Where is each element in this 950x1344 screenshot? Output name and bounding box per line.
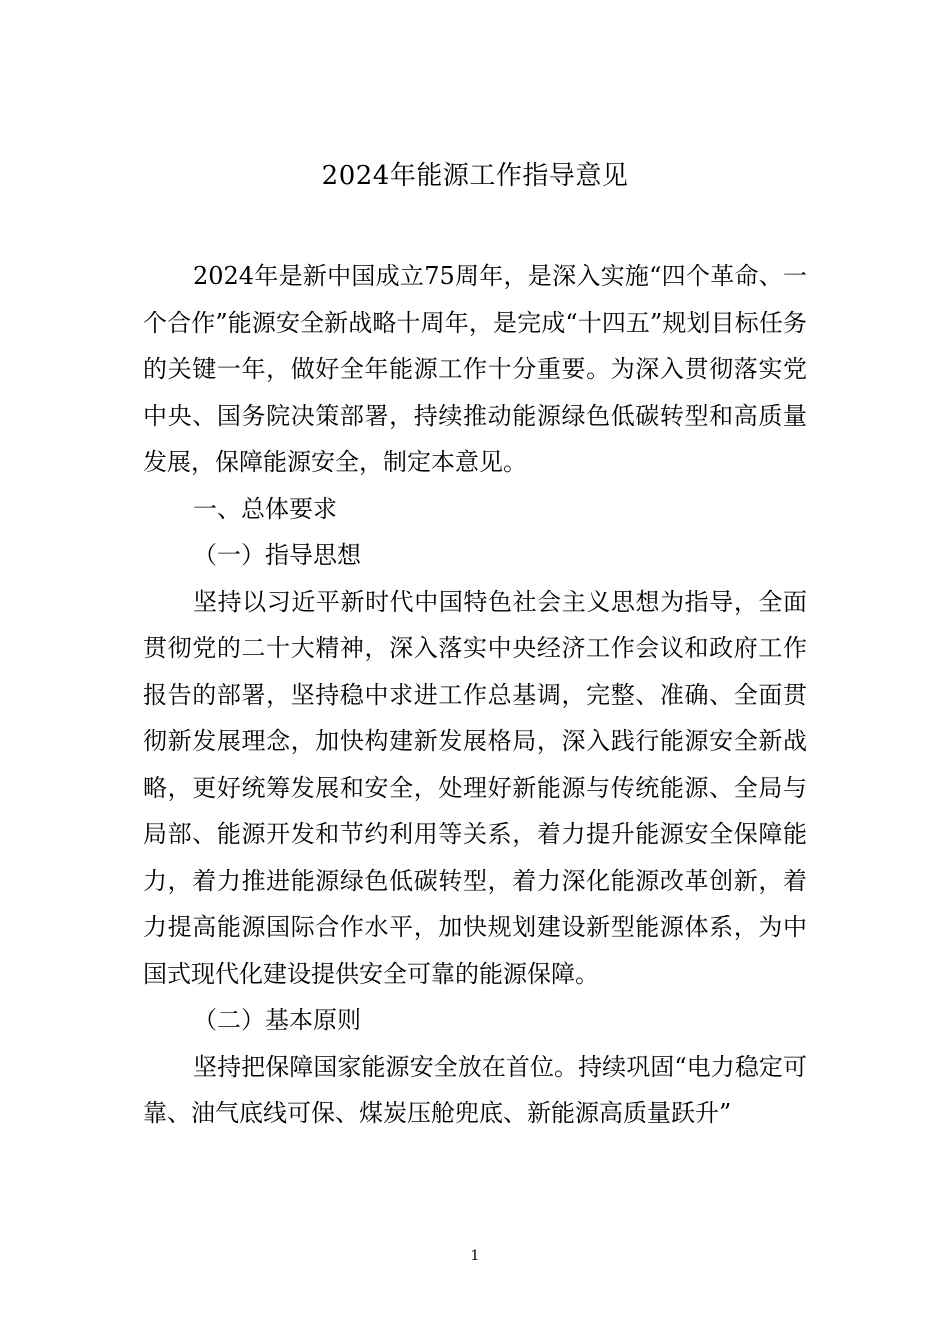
subheading-basic-principles: （二）基本原则 [193,1006,361,1034]
document-body [143,253,807,1137]
document-title: 2024年能源工作指导意见 [321,161,629,191]
heading-general-requirements: 一、总体要求 [193,494,337,523]
page-number: 1 [470,1248,480,1264]
subheading-guiding-ideology: （一）指导思想 [193,541,361,569]
paragraph-basic-principles: 坚持把保障国家能源安全放在首位。持续巩固“电力稳定可靠、油气底线可保、煤炭压舱兜底、新能源高质量跃升” [143,1052,807,1127]
paragraph-intro: 2024年是新中国成立75周年，是深入实施“四个革命、一个合作”能源安全新战略十周年，是完成“十四五”规划目标任务的关键一年，做好全年能源工作十分重要。为深入贯彻落实党中央、国务院决策部署，持续推动能源绿色低碳转型和高质量发展，保障能源安全，制定本意见。 [143,262,807,476]
paragraph-guiding-ideology: 坚持以习近平新时代中国特色社会主义思想为指导，全面贯彻党的二十大精神，深入落实中央经济工作会议和政府工作报告的部署，坚持稳中求进工作总基调，完整、准确、全面贯彻新发展理念，加快构建新发展格局，深入践行能源安全新战略，更好统筹发展和安全，处理好新能源与传统能源、全局与局部、能源开发和节约利用等关系，着力提升能源安全保障能力，着力推进能源绿色低碳转型，着力深化能源改革创新，着力提高能源国际合作水平，加快规划建设新型能源体系，为中国式现代化建设提供安全可靠的能源保障。 [143,587,807,988]
